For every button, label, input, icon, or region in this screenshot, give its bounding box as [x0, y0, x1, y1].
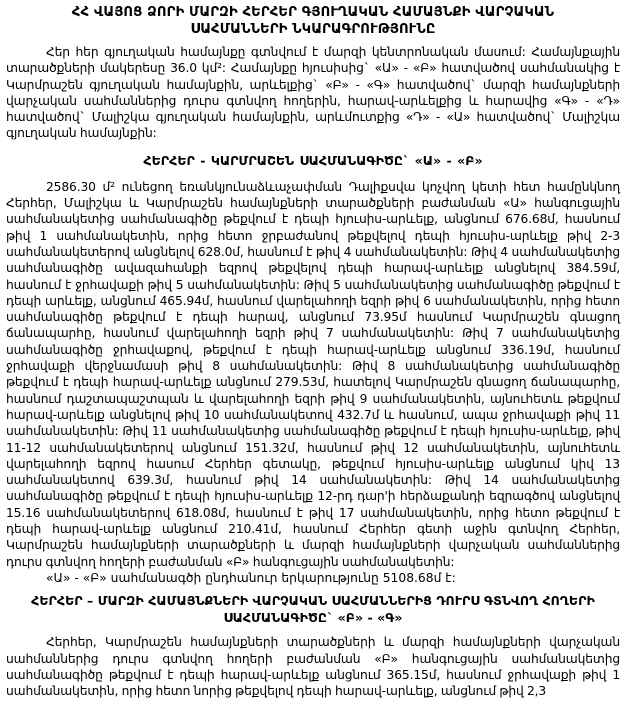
document-title — [6, 4, 620, 38]
intro-paragraph: Հեր հեր գյուղական համայնքը գտնվում է մարզի կենտրոնական մասում: Համայնքային տարածքների մակերեսը 36.0 կմ²: Համայնքը հյուսիսից` «Ա» - «Բ» հատվածով սահմանակից է Կարմրաշեն գյուղական համայնքին, արևելքից` «Բ» - «Գ» հատվածով` մարզի համայնքների վարչական սահմաններից դուրս գտնվող հողերին, հարավ-արևելքից և հարավից «Գ» - «Դ» հատվածով` Մալիշկա գյուղական համայնքին, արևմուտքից «Դ» - «Ա» հատվածով` Մալիշկա գյուղական համայնքին: — [6, 45, 620, 141]
section-2-heading-line-2: ՍԱՀՄԱՆԱԳԻԾԸ` «Բ» - «Գ» — [223, 610, 403, 626]
document-page — [6, 4, 620, 699]
section-2-heading — [6, 592, 620, 626]
section-2-heading-line-1: ՀԵՐՀԵՐ – ՄԱՐԶԻ ՀԱՄԱՅՆՔՆԵՐԻ ՎԱՐՉԱԿԱՆ ՍԱՀՄԱՆՆԵՐԻՑ ԴՈՒՐՍ ԳՏՆՎՈՂ ՀՈՂԵՐԻ — [31, 593, 595, 609]
section-1-paragraph: 2586.30 մ² ունեցող եռանկյունաձևաչափման Դալիքսվա կոչվող կետի հետ համընկնող Հերհեր, Մալիշկա և Կարմրաշեն համայնքների տարածքների բաժանման «Ա» հանգուցային սահմանակետից սահմանագիծը թեքվում է դեպի հյուսիս-արևելք, անցնում 676.68մ, հասնում թիվ 1 սահմանակետին, որից հետո ջրբաժանով թեքվելով դեպի հյուսիս-արևելք թիվ 2-3 սահմանակետերով անցնելով 628.0մ, հասնում է թիվ 4 սահմանակետին: Թիվ 4 սահմանակետից սահմանագիծը ավազահանքի եզրով թեքվելով դեպի հարավ-արևելք անցնելով 384.59մ, հասնում է ջրհավաքի թիվ 5 սահմանակետին: Թիվ 5 սահմանակետից սահմանագիծը թեքվում է դեպի արևելք, անցնում 465.94մ, հասնում վարելահողի եզրի թիվ 6 սահմանակետին, որից հետո սահմանագիծը թեքվում է դեպի հարավ, անցնում 73.95մ հասնում Կարմրաշեն գնացող ճանապարհը, հասնում վարելահողի եզրի թիվ 7 սահմանակետին: Թիվ 7 սահմանակետից սահմանագիծը ջրհավաքով, թեքվում է դեպի հարավ-արևելք անցնում 336.19մ, հասնում ջրհավաքի վերջնամասի թիվ 8 սահմանակետին: Թիվ 8 սահմանակետից սահմանագիծը թեքվում է դեպի հարավ-արևելք անցնում 279.53մ, հատելով Կարմրաշեն գնացող ճանապարհը, հասնում դաշտապաշտպան և վարելահողի եզրի թիվ 9 սահմանակետին, այնուհետև թեքվում հարավ-արևելք անցնելով թիվ 10 սահմանակետով 432.7մ և հասնում, ապա ջրհավաքի թիվ 11 սահմանակետին: Թիվ 11 սահմանակետից սահմանագիծը թեքվում է դեպի հյուսիս-արևելք, թիվ 11-12 սահմանակետերով անցնում 151.32մ, հասնում թիվ 12 սահմանակետին, այնուհետև վարելահողի եզրով հասում Հերհեր գետակը, թեքվում հյուսիս-արևելք անցնում կիվ 13 սահմանակետով 639.3մ, հասնում թիվ 14 սահմանակետին: Թիվ 14 սահմանակետից սահմանագիծը թեքվում է դեպի հյուսիս-արևելք 12-րդ դար'ի հերձաքանդի եզրագծով անցնելով 15.16 սահմանակետերով 618.08մ, հասնում է թիվ 17 սահմանակետին, որից հետո թեքվում է դեպի հարավ-արևելք անցնում 210.41մ, հասնում Հերհեր գետի աջին գտնվող Հերհեր, Կարմրաշեն համայնքների տարածքների և մարզի համայնքների վարչական սահմաններից դուրս գտնվող հողերի բաժանման «Բ» հանգուցային սահմանակետին: — [6, 179, 620, 569]
document-title-line-2: ՍԱՀՄԱՆՆԵՐԻ ՆԿԱՐԱԳՐՈՒԹՅՈՒՆԸ — [190, 22, 436, 37]
document-title-line-1: ՀՀ ՎԱՅՈՑ ՁՈՐԻ ՄԱՐԶԻ ՀԵՐՀԵՐ ԳՅՈՒՂԱԿԱՆ ՀԱՄԱՅՆՔԻ ՎԱՐՉԱԿԱՆ — [71, 5, 555, 20]
section-1-heading: ՀԵՐՀԵՐ - ԿԱՐՄՐԱՇԵՆ ՍԱՀՄԱՆԱԳԻԾԸ` «Ա» - «Բ» — [143, 152, 483, 168]
section-1-total-length: «Ա» - «Բ» սահմանագծի ընդհանուր երկարությունը 5108.68մ է: — [46, 570, 456, 585]
section-2-paragraph: Հերհեր, Կարմրաշեն համայնքների տարածքների և մարզի համայնքների վարչական սահմաններից դուրս գտնվող հողերի բաժանման «Բ» հանգուցային սահմանակետից սահմանագիծը թեքվում է դեպի հարավ-արևելք անցնում 365.15մ, հասնում ջրհավաքի թիվ 1 սահմանակետին, որից հետո նորից թեքվելով դեպի հարավ-արևելք, անցնում թիվ 2,3 — [6, 635, 620, 699]
